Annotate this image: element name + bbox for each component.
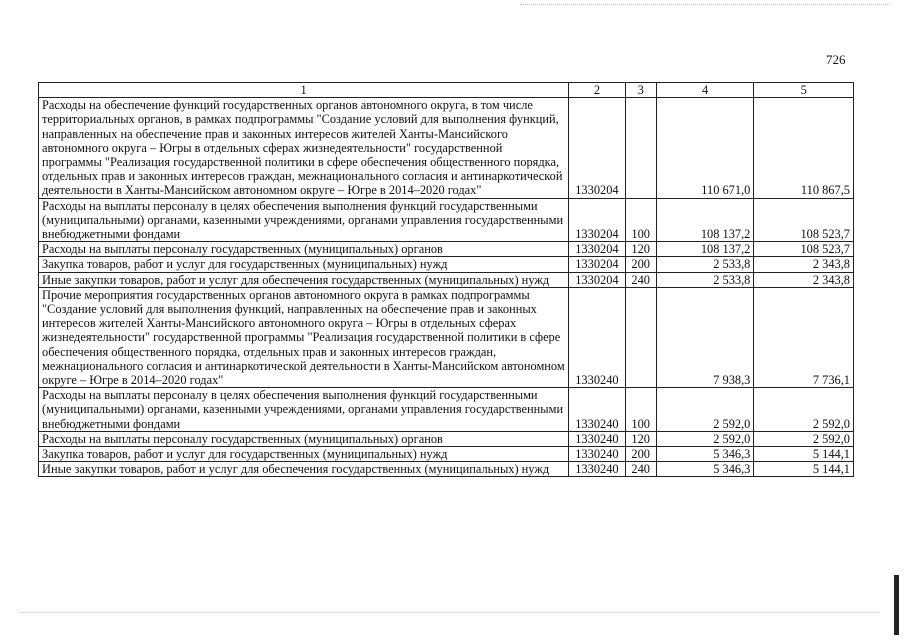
amount-col-4: 2 533,8 [656, 257, 754, 272]
target-article-code: 1330240 [569, 462, 625, 477]
row-description: Расходы на выплаты персоналу государственных (муниципальных) органов [39, 242, 569, 257]
row-description: Прочие мероприятия государственных органов автономного округа в рамках подпрограммы "Создание условий для выполнения функций, направленных на обеспечение прав и законных интересов жителей Ханты-Мансийского автономного округа – Югры в отдельных сферах жизнедеятельности" государственной программы "Реализация государственной политики в сфере обеспечения общественного порядка, отдельных прав и законных интересов граждан, межнационального согласия и антинаркотической деятельности в Ханты-Мансийском автономном округе – Югре в 2014–2020 годах" [39, 287, 569, 387]
amount-col-4: 108 137,2 [656, 242, 754, 257]
target-article-code: 1330240 [569, 431, 625, 446]
table-row [39, 462, 854, 477]
expense-type-code [625, 287, 656, 387]
header-row [39, 83, 854, 98]
table-row [39, 431, 854, 446]
table-row [39, 198, 854, 242]
expense-type-code: 120 [625, 242, 656, 257]
header-col-1: 1 [39, 83, 569, 98]
budget-table [38, 82, 854, 477]
scan-edge-bar [894, 575, 899, 635]
amount-col-5: 2 592,0 [754, 431, 854, 446]
amount-col-5: 2 592,0 [754, 388, 854, 432]
table-row [39, 242, 854, 257]
header-col-4: 4 [656, 83, 754, 98]
table-row [39, 287, 854, 387]
row-description: Закупка товаров, работ и услуг для государственных (муниципальных) нужд [39, 447, 569, 462]
table-row [39, 272, 854, 287]
target-article-code: 1330204 [569, 272, 625, 287]
expense-type-code [625, 98, 656, 198]
page-number: 726 [826, 52, 846, 67]
row-description: Расходы на выплаты персоналу государственных (муниципальных) органов [39, 431, 569, 446]
expense-type-code: 240 [625, 272, 656, 287]
row-description: Расходы на обеспечение функций государственных органов автономного округа, в том числе территориальных органов, в рамках подпрограммы "Создание условий для выполнения функций, направленных на обеспечение прав и законных интересов жителей Ханты-Мансийского автономного округа – Югры в отдельных сферах жизнедеятельности" государственной программы "Реализация государственной политики в сфере обеспечения общественного порядка, отдельных прав и законных интересов граждан, межнационального согласия и антинаркотической деятельности в Ханты-Мансийском автономном округе – Югре в 2014–2020 годах" [39, 98, 569, 198]
row-description: Расходы на выплаты персоналу в целях обеспечения выполнения функций государственными (муниципальными) органами, казенными учреждениями, органами управления государственными внебюджетными фондами [39, 388, 569, 432]
table-body [39, 98, 854, 477]
expense-type-code: 200 [625, 447, 656, 462]
amount-col-4: 7 938,3 [656, 287, 754, 387]
scan-artifact-bottom [20, 612, 880, 615]
amount-col-4: 5 346,3 [656, 462, 754, 477]
table-row [39, 257, 854, 272]
amount-col-5: 108 523,7 [754, 242, 854, 257]
table-row [39, 447, 854, 462]
row-description: Расходы на выплаты персоналу в целях обеспечения выполнения функций государственными (муниципальными) органами, казенными учреждениями, органами управления государственными внебюджетными фондами [39, 198, 569, 242]
target-article-code: 1330204 [569, 198, 625, 242]
table-row [39, 388, 854, 432]
target-article-code: 1330204 [569, 98, 625, 198]
amount-col-4: 110 671,0 [656, 98, 754, 198]
amount-col-4: 5 346,3 [656, 447, 754, 462]
amount-col-5: 108 523,7 [754, 198, 854, 242]
amount-col-5: 7 736,1 [754, 287, 854, 387]
table-row [39, 98, 854, 198]
scan-artifact-top [520, 4, 890, 8]
target-article-code: 1330204 [569, 257, 625, 272]
amount-col-4: 108 137,2 [656, 198, 754, 242]
amount-col-4: 2 533,8 [656, 272, 754, 287]
amount-col-5: 5 144,1 [754, 447, 854, 462]
header-col-5: 5 [754, 83, 854, 98]
row-description: Закупка товаров, работ и услуг для государственных (муниципальных) нужд [39, 257, 569, 272]
amount-col-4: 2 592,0 [656, 431, 754, 446]
amount-col-5: 110 867,5 [754, 98, 854, 198]
expense-type-code: 240 [625, 462, 656, 477]
target-article-code: 1330204 [569, 242, 625, 257]
expense-type-code: 100 [625, 198, 656, 242]
amount-col-4: 2 592,0 [656, 388, 754, 432]
row-description: Иные закупки товаров, работ и услуг для обеспечения государственных (муниципальных) нужд [39, 272, 569, 287]
header-col-3: 3 [625, 83, 656, 98]
expense-type-code: 200 [625, 257, 656, 272]
amount-col-5: 2 343,8 [754, 272, 854, 287]
target-article-code: 1330240 [569, 388, 625, 432]
expense-type-code: 100 [625, 388, 656, 432]
expense-type-code: 120 [625, 431, 656, 446]
target-article-code: 1330240 [569, 287, 625, 387]
target-article-code: 1330240 [569, 447, 625, 462]
header-col-2: 2 [569, 83, 625, 98]
row-description: Иные закупки товаров, работ и услуг для обеспечения государственных (муниципальных) нужд [39, 462, 569, 477]
amount-col-5: 5 144,1 [754, 462, 854, 477]
amount-col-5: 2 343,8 [754, 257, 854, 272]
